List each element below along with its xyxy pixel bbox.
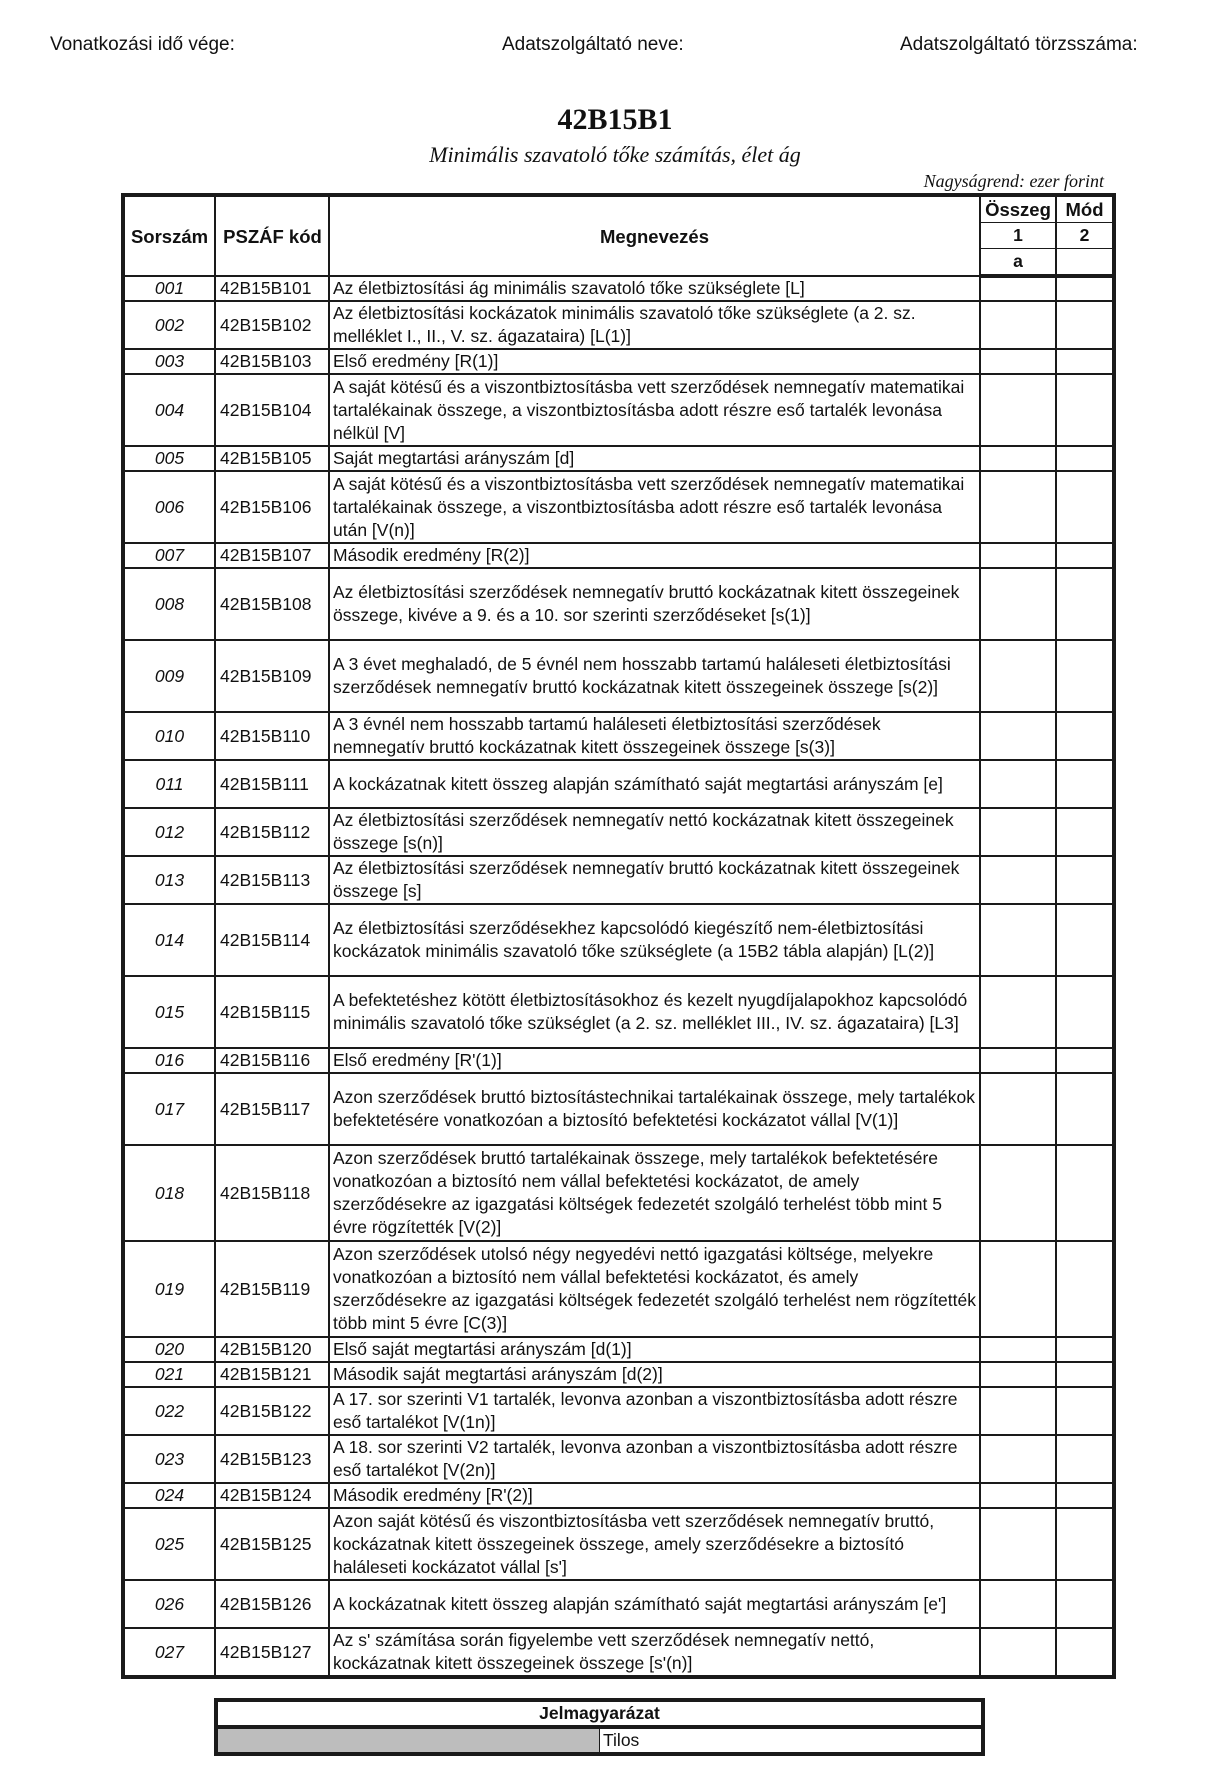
- table-row: [123, 1073, 1114, 1145]
- row-code: 42B15B115: [215, 976, 329, 1048]
- row-number: 019: [123, 1241, 215, 1337]
- row-description: Első eredmény [R(1)]: [329, 349, 980, 374]
- row-number: 003: [123, 349, 215, 374]
- row-code: 42B15B116: [215, 1048, 329, 1073]
- row-mod-cell[interactable]: [1056, 640, 1114, 712]
- row-amount-cell[interactable]: [980, 1483, 1056, 1508]
- row-description: Az életbiztosítási ág minimális szavatoló tőke szükséglete [L]: [329, 276, 980, 301]
- row-number: 002: [123, 301, 215, 349]
- row-code: 42B15B112: [215, 808, 329, 856]
- row-code: 42B15B117: [215, 1073, 329, 1145]
- row-number: 014: [123, 904, 215, 976]
- row-description: Első saját megtartási arányszám [d(1)]: [329, 1337, 980, 1362]
- col-header-mod-sub: [1056, 249, 1114, 277]
- row-number: 023: [123, 1435, 215, 1483]
- table-row: [123, 976, 1114, 1048]
- row-description: Azon szerződések utolsó négy negyedévi nettó igazgatási költsége, melyekre vonatkozóan a biztosító nem vállal befektetési kockázatot, és amely szerződésekre az igazgatási költségek fedezetét szolgáló terhelést nem rögzítették több mint 5 évre [C(3)]: [329, 1241, 980, 1337]
- row-description: A 17. sor szerinti V1 tartalék, levonva azonban a viszontbiztosításba adott részre eső tartalékot [V(1n)]: [329, 1387, 980, 1435]
- row-description: Azon szerződések bruttó tartalékainak összege, mely tartalékok befektetésére vonatkozóan a biztosító nem vállal befektetési kockázatot, de amely szerződésekre az igazgatási költségek fedezetét szolgáló terhelést több mint 5 évre rögzítették [V(2)]: [329, 1145, 980, 1241]
- row-amount-cell[interactable]: [980, 374, 1056, 446]
- row-mod-cell[interactable]: [1056, 1241, 1114, 1337]
- form-subtitle: Minimális szavatoló tőke számítás, élet ág: [429, 142, 801, 167]
- col-header-amount-sub: a: [980, 249, 1056, 277]
- row-description: A kockázatnak kitett összeg alapján számítható saját megtartási arányszám [e']: [329, 1580, 980, 1628]
- row-description: Az életbiztosítási szerződésekhez kapcsolódó kiegészítő nem-életbiztosítási kockázatok minimális szavatoló tőke szükséglete (a 15B2 tábla alapján) [L(2)]: [329, 904, 980, 976]
- row-amount-cell[interactable]: [980, 1580, 1056, 1628]
- table-row: [123, 1362, 1114, 1387]
- row-code: 42B15B105: [215, 446, 329, 471]
- col-header-code: PSZÁF kód: [215, 195, 329, 276]
- row-number: 018: [123, 1145, 215, 1241]
- row-code: 42B15B120: [215, 1337, 329, 1362]
- row-mod-cell[interactable]: [1056, 374, 1114, 446]
- provider-id-label: Adatszolgáltató törzsszáma:: [900, 34, 1138, 55]
- row-code: 42B15B122: [215, 1387, 329, 1435]
- row-amount-cell[interactable]: [980, 1387, 1056, 1435]
- row-number: 022: [123, 1387, 215, 1435]
- legend-forbidden-swatch: [216, 1727, 600, 1754]
- row-code: 42B15B124: [215, 1483, 329, 1508]
- row-description: Első eredmény [R'(1)]: [329, 1048, 980, 1073]
- row-amount-cell[interactable]: [980, 1073, 1056, 1145]
- row-description: Az életbiztosítási szerződések nemnegatív bruttó kockázatnak kitett összegeinek összege, kivéve a 9. és a 10. sor szerinti szerződéseket [s(1)]: [329, 568, 980, 640]
- table-row: [123, 1580, 1114, 1628]
- row-description: A saját kötésű és a viszontbiztosításba vett szerződések nemnegatív matematikai tartalékainak összege, a viszontbiztosításba adott részre eső tartalék levonása után [V(n)]: [329, 471, 980, 543]
- row-mod-cell[interactable]: [1056, 712, 1114, 760]
- row-number: 015: [123, 976, 215, 1048]
- row-mod-cell[interactable]: [1056, 1145, 1114, 1241]
- col-header-desc: Megnevezés: [329, 195, 980, 276]
- legend-table: [214, 1698, 985, 1756]
- row-mod-cell[interactable]: [1056, 568, 1114, 640]
- col-header-mod: Mód: [1056, 195, 1114, 223]
- row-amount-cell[interactable]: [980, 1241, 1056, 1337]
- row-code: 42B15B109: [215, 640, 329, 712]
- row-amount-cell[interactable]: [980, 276, 1056, 301]
- col-header-no: Sorszám: [123, 195, 215, 276]
- row-amount-cell[interactable]: [980, 301, 1056, 349]
- row-code: 42B15B127: [215, 1628, 329, 1677]
- row-number: 021: [123, 1362, 215, 1387]
- row-description: A befektetéshez kötött életbiztosításokhoz és kezelt nyugdíjalapokhoz kapcsolódó minimális szavatoló tőke szükséglet (a 2. sz. melléklet III., IV. sz. ágazataira) [L3]: [329, 976, 980, 1048]
- row-code: 42B15B107: [215, 543, 329, 568]
- row-number: 024: [123, 1483, 215, 1508]
- row-amount-cell[interactable]: [980, 568, 1056, 640]
- row-mod-cell[interactable]: [1056, 808, 1114, 856]
- row-code: 42B15B125: [215, 1508, 329, 1580]
- row-description: Az életbiztosítási szerződések nemnegatív bruttó kockázatnak kitett összegeinek összege [s]: [329, 856, 980, 904]
- row-number: 010: [123, 712, 215, 760]
- row-amount-cell[interactable]: [980, 808, 1056, 856]
- row-description: A 18. sor szerinti V2 tartalék, levonva azonban a viszontbiztosításba adott részre eső tartalékot [V(2n)]: [329, 1435, 980, 1483]
- table-row: [123, 640, 1114, 712]
- row-code: 42B15B101: [215, 276, 329, 301]
- table-row: [123, 1435, 1114, 1483]
- table-row: [123, 760, 1114, 808]
- row-description: Második saját megtartási arányszám [d(2)]: [329, 1362, 980, 1387]
- row-code: 42B15B119: [215, 1241, 329, 1337]
- row-mod-cell[interactable]: [1056, 1628, 1114, 1677]
- table-row: [123, 712, 1114, 760]
- row-amount-cell[interactable]: [980, 1337, 1056, 1362]
- row-mod-cell[interactable]: [1056, 1508, 1114, 1580]
- row-number: 016: [123, 1048, 215, 1073]
- table-row: [123, 374, 1114, 446]
- row-number: 004: [123, 374, 215, 446]
- legend-forbidden-label: Tilos: [600, 1727, 984, 1754]
- row-description: Az s' számítása során figyelembe vett szerződések nemnegatív nettó, kockázatnak kitett összegeinek összege [s'(n)]: [329, 1628, 980, 1677]
- row-code: 42B15B106: [215, 471, 329, 543]
- table-row: [123, 276, 1114, 301]
- period-end-label: Vonatkozási idő vége:: [50, 34, 235, 55]
- table-row: [123, 1241, 1114, 1337]
- row-mod-cell[interactable]: [1056, 1580, 1114, 1628]
- row-amount-cell[interactable]: [980, 760, 1056, 808]
- row-mod-cell[interactable]: [1056, 1362, 1114, 1387]
- row-mod-cell[interactable]: [1056, 760, 1114, 808]
- table-row: [123, 301, 1114, 349]
- row-code: 42B15B123: [215, 1435, 329, 1483]
- row-description: Azon szerződések bruttó biztosítástechnikai tartalékainak összege, mely tartalékok befektetésére vonatkozóan a biztosító befektetési kockázatot vállal [V(1)]: [329, 1073, 980, 1145]
- row-mod-cell[interactable]: [1056, 301, 1114, 349]
- table-row: [123, 1145, 1114, 1241]
- row-code: 42B15B104: [215, 374, 329, 446]
- table-row: [123, 1483, 1114, 1508]
- table-row: [123, 904, 1114, 976]
- row-number: 005: [123, 446, 215, 471]
- row-description: A 3 évet meghaladó, de 5 évnél nem hosszabb tartamú haláleseti életbiztosítási szerződések nemnegatív bruttó kockázatnak kitett összegeinek összege [s(2)]: [329, 640, 980, 712]
- row-number: 020: [123, 1337, 215, 1362]
- row-number: 011: [123, 760, 215, 808]
- col-header-mod-num: 2: [1056, 223, 1114, 249]
- row-amount-cell[interactable]: [980, 543, 1056, 568]
- row-description: Az életbiztosítási szerződések nemnegatív nettó kockázatnak kitett összegeinek összege [s(n)]: [329, 808, 980, 856]
- row-code: 42B15B108: [215, 568, 329, 640]
- row-code: 42B15B102: [215, 301, 329, 349]
- row-amount-cell[interactable]: [980, 446, 1056, 471]
- row-amount-cell[interactable]: [980, 904, 1056, 976]
- unit-note: Nagyságrend: ezer forint: [923, 171, 1104, 191]
- row-description: Saját megtartási arányszám [d]: [329, 446, 980, 471]
- row-description: Második eredmény [R(2)]: [329, 543, 980, 568]
- row-description: Azon saját kötésű és viszontbiztosításba vett szerződések nemnegatív bruttó, kockázatnak kitett összegeinek összege, amely szerződésekre a biztosító haláleseti kockázatot vállal [s']: [329, 1508, 980, 1580]
- row-number: 026: [123, 1580, 215, 1628]
- row-mod-cell[interactable]: [1056, 446, 1114, 471]
- row-mod-cell[interactable]: [1056, 856, 1114, 904]
- row-amount-cell[interactable]: [980, 1145, 1056, 1241]
- row-mod-cell[interactable]: [1056, 1435, 1114, 1483]
- table-row: [123, 1048, 1114, 1073]
- row-description: A kockázatnak kitett összeg alapján számítható saját megtartási arányszám [e]: [329, 760, 980, 808]
- row-mod-cell[interactable]: [1056, 1337, 1114, 1362]
- row-number: 012: [123, 808, 215, 856]
- row-number: 008: [123, 568, 215, 640]
- row-mod-cell[interactable]: [1056, 1048, 1114, 1073]
- table-row: [123, 349, 1114, 374]
- row-mod-cell[interactable]: [1056, 976, 1114, 1048]
- row-number: 009: [123, 640, 215, 712]
- table-body: [123, 276, 1114, 1677]
- legend-title: Jelmagyarázat: [216, 1700, 983, 1727]
- row-mod-cell[interactable]: [1056, 1073, 1114, 1145]
- row-number: 017: [123, 1073, 215, 1145]
- row-mod-cell[interactable]: [1056, 543, 1114, 568]
- row-code: 42B15B103: [215, 349, 329, 374]
- row-description: A 3 évnél nem hosszabb tartamú haláleseti életbiztosítási szerződések nemnegatív bruttó kockázatnak kitett összegeinek összege [s(3)]: [329, 712, 980, 760]
- table-row: [123, 471, 1114, 543]
- row-amount-cell[interactable]: [980, 976, 1056, 1048]
- col-header-amount-num: 1: [980, 223, 1056, 249]
- row-code: 42B15B111: [215, 760, 329, 808]
- table-row: [123, 543, 1114, 568]
- table-row: [123, 1387, 1114, 1435]
- row-mod-cell[interactable]: [1056, 1387, 1114, 1435]
- row-amount-cell[interactable]: [980, 1628, 1056, 1677]
- row-mod-cell[interactable]: [1056, 349, 1114, 374]
- row-number: 006: [123, 471, 215, 543]
- table-row: [123, 856, 1114, 904]
- row-code: 42B15B121: [215, 1362, 329, 1387]
- row-number: 007: [123, 543, 215, 568]
- row-mod-cell[interactable]: [1056, 276, 1114, 301]
- row-amount-cell[interactable]: [980, 1362, 1056, 1387]
- row-amount-cell[interactable]: [980, 349, 1056, 374]
- table-row: [123, 446, 1114, 471]
- row-description: A saját kötésű és a viszontbiztosításba vett szerződések nemnegatív matematikai tartalékainak összege, a viszontbiztosításba adott részre eső tartalék levonása nélkül [V]: [329, 374, 980, 446]
- row-number: 013: [123, 856, 215, 904]
- row-amount-cell[interactable]: [980, 1048, 1056, 1073]
- row-number: 027: [123, 1628, 215, 1677]
- row-amount-cell[interactable]: [980, 1435, 1056, 1483]
- row-mod-cell[interactable]: [1056, 904, 1114, 976]
- row-amount-cell[interactable]: [980, 640, 1056, 712]
- row-number: 001: [123, 276, 215, 301]
- row-amount-cell[interactable]: [980, 1508, 1056, 1580]
- table-row: [123, 1628, 1114, 1677]
- table-row: [123, 1337, 1114, 1362]
- data-table: [121, 193, 1116, 1679]
- row-code: 42B15B113: [215, 856, 329, 904]
- table-row: [123, 1508, 1114, 1580]
- row-amount-cell[interactable]: [980, 856, 1056, 904]
- row-code: 42B15B118: [215, 1145, 329, 1241]
- form-code-title: 42B15B1: [557, 103, 673, 136]
- row-mod-cell[interactable]: [1056, 1483, 1114, 1508]
- table-row: [123, 808, 1114, 856]
- row-code: 42B15B110: [215, 712, 329, 760]
- row-mod-cell[interactable]: [1056, 471, 1114, 543]
- row-description: Az életbiztosítási kockázatok minimális szavatoló tőke szükséglete (a 2. sz. melléklet I., II., V. sz. ágazataira) [L(1)]: [329, 301, 980, 349]
- table-row: [123, 568, 1114, 640]
- row-code: 42B15B126: [215, 1580, 329, 1628]
- provider-name-label: Adatszolgáltató neve:: [502, 34, 684, 55]
- col-header-amount: Összeg: [980, 195, 1056, 223]
- row-number: 025: [123, 1508, 215, 1580]
- row-code: 42B15B114: [215, 904, 329, 976]
- row-amount-cell[interactable]: [980, 712, 1056, 760]
- row-description: Második eredmény [R'(2)]: [329, 1483, 980, 1508]
- row-amount-cell[interactable]: [980, 471, 1056, 543]
